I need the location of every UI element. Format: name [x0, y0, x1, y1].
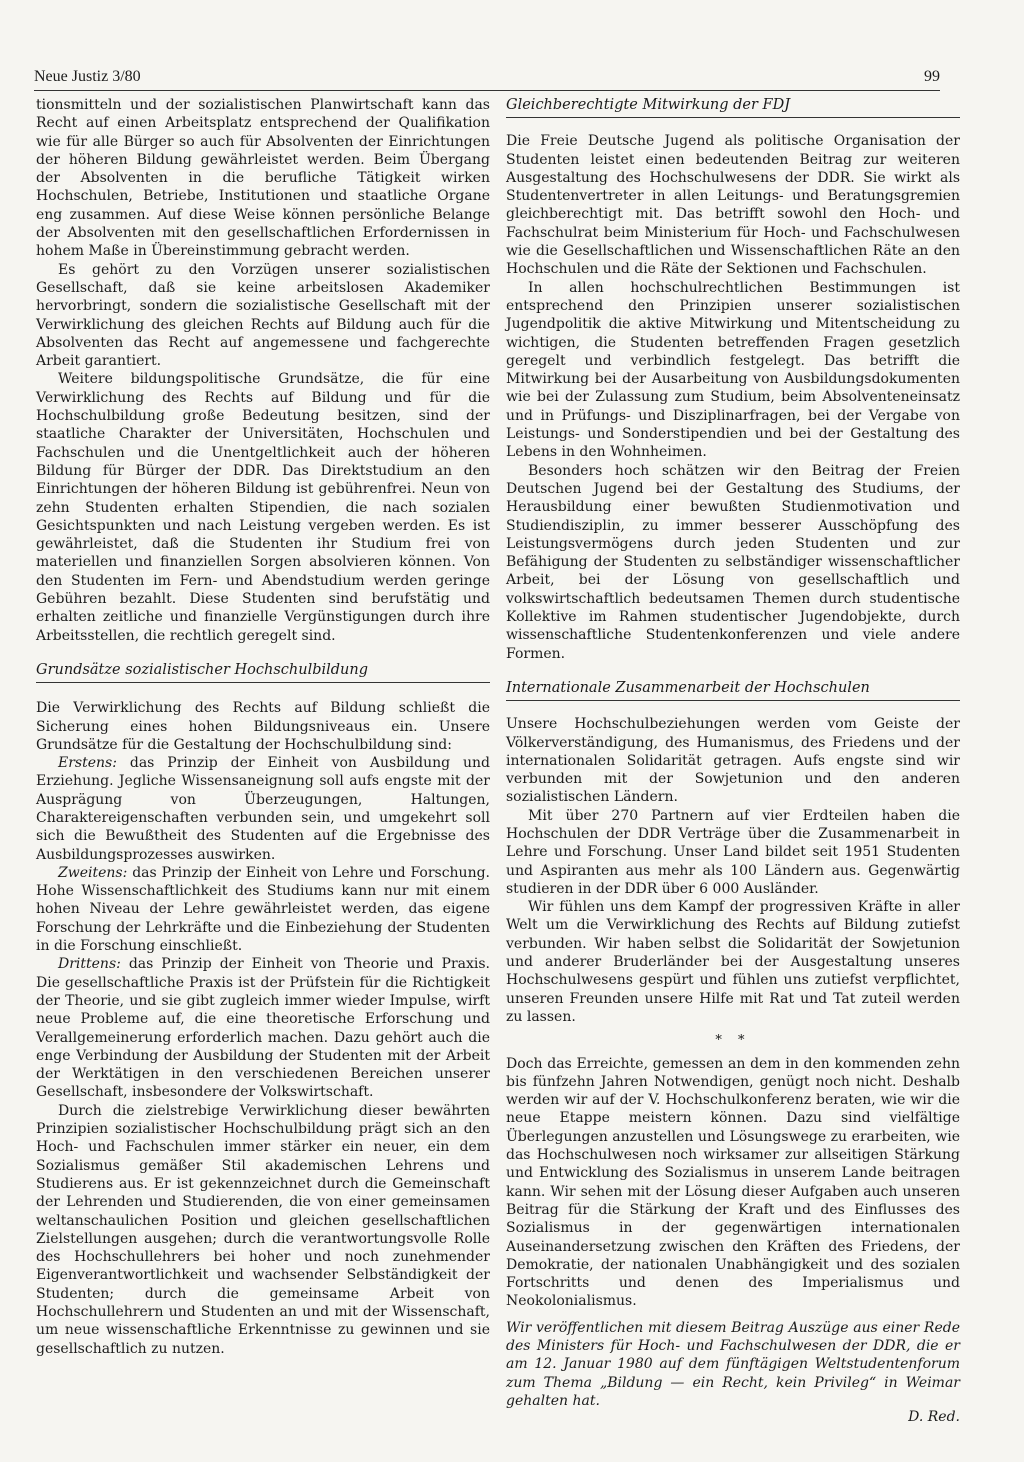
paragraph: Mit über 270 Partnern auf vier Erdteilen haben die Hochschulen der DDR Verträge über die Zusammenarbeit in Lehre und Forschung. Unser Land bildet seit 1951 Studenten und Aspiranten aus mehr als 100 Ländern aus. Gegenwärtig studieren in der DDR über 6 000 Ausländer.	[506, 807, 960, 897]
section-separator: * *	[715, 1033, 751, 1049]
section-heading: Grundsätze sozialistischer Hochschulbildung	[36, 661, 490, 683]
page-header	[34, 66, 940, 91]
journal-issue: Neue Justiz 3/80	[34, 68, 141, 85]
paragraph: Drittens: das Prinzip der Einheit von Theorie und Praxis. Die gesellschaftliche Praxis ist der Prüfstein für die Richtigkeit der Theorie, und sie gibt zugleich immer wieder Impulse, wirft neue Probleme auf, die eine theoretische Erforschung und Verallgemeinerung erforderlich machen. Dazu gehört auch die enge Verbindung der Ausbildung der Studenten mit der Arbeit der Werktätigen in den verschiedenen Bereichen unserer Gesellschaft, insbesondere der Volkswirtschaft.	[36, 956, 490, 1101]
paragraph: Durch die zielstrebige Verwirklichung dieser bewährten Prinzipien sozialistischer Hochschulbildung prägt sich an den Hoch- und Fachschulen immer stärker ein neuer, ein dem Sozialismus gemäßer Stil akademischen Lehrens und Studierens aus. Er ist gekennzeichnet durch die Gemeinschaft der Lehrenden und Studierenden, die von einer gemeinsamen weltanschaulichen Position und gleichen gesellschaftlichen Zielstellungen ausgehen; durch die verantwortungsvolle Rolle des Hochschullehrers bei hoher und noch zunehmender Eigenverantwortlichkeit und wachsender Selbständigkeit der Studenten; durch die gemeinsame Arbeit von Hochschullehrern und Studenten an und mit der Wissenschaft, um neue wissenschaftliche Erkenntnisse zu gewinnen und sie gesellschaftlich zu nutzen.	[36, 1102, 490, 1357]
paragraph: Doch das Erreichte, gemessen an dem in den kommenden zehn bis fünfzehn Jahren Notwendigen, genügt noch nicht. Deshalb werden wir auf der V. Hochschulkonferenz beraten, wie wir die neue Etappe meistern können. Dazu sind vielfältige Überlegungen anzustellen und Lösungswege zu erarbeiten, wie das Hochschulwesen noch wirksamer zur allseitigen Stärkung und Entwicklung des Sozialismus in unserem Lande beitragen kann. Wir sehen mit der Lösung dieser Aufgaben auch unseren Beitrag für die Stärkung der Kraft und des Einflusses des Sozialismus in der gegenwärtigen internationalen Auseinandersetzung zwischen den Kräften des Friedens, der Demokratie, der nationalen Unabhängigkeit und des sozialen Fortschritts und denen des Imperialismus und Neokolonialismus.	[506, 1055, 960, 1310]
paragraph: Weitere bildungspolitische Grundsätze, die für eine Verwirklichung des Rechts auf Bildung und für die Hochschulbildung große Bedeutung besitzen, sind der staatliche Charakter der Universitäten, Hochschulen und Fachschulen und die Unentgeltlichkeit auch der höheren Bildung für Bürger der DDR. Das Direktstudium an den Einrichtungen der höheren Bildung ist gebührenfrei. Neun von zehn Studenten erhalten Stipendien, die nach sozialen Gesichtspunkten und nach Leistung vergeben werden. Es ist gewährleistet, daß die Studenten ihr Studium frei von materiellen und finanziellen Sorgen absolvieren können. Von den Studenten im Fern- und Abendstudium werden geringe Gebühren bezahlt. Diese Studenten sind berufstätig und erhalten zeitliche und finanzielle Vergünstigungen durch ihre Arbeitsstellen, die rechtlich geregelt sind.	[36, 371, 490, 644]
left-column	[36, 96, 490, 1358]
paragraph: Wir fühlen uns dem Kampf der progressiven Kräfte in aller Welt um die Verwirklichung des Rechts auf Bildung zutiefst verbunden. Wir haben selbst die Solidarität der Sowjetunion und anderer Bruderländer bei der Ausgestaltung unseres Hochschulwesens gespürt und fühlen uns zutiefst verpflichtet, unseren Freunden unsere Hilfe mit Rat und Tat zuteil werden zu lassen.	[506, 899, 960, 1025]
paragraph: Es gehört zu den Vorzügen unserer sozialistischen Gesellschaft, daß sie keine arbeitslosen Akademiker hervorbringt, sondern die sozialistische Gesellschaft mit der Verwirklichung des gleichen Rechts auf Bildung auch für die Absolventen das Recht auf angemessene und fachgerechte Arbeit garantiert.	[36, 261, 490, 370]
paragraph: Die Verwirklichung des Rechts auf Bildung schließt die Sicherung eines hohen Bildungsniveaus ein. Unsere Grundsätze für die Gestaltung der Hochschulbildung sind:	[36, 700, 490, 753]
editorial-note: Wir veröffentlichen mit diesem Beitrag Auszüge aus einer Rede des Ministers für Hoch- und Fachschulwesen der DDR, die er am 12. Januar 1980 auf dem fünftägigen Weltstudentenforum zum Thema „Bildung — ein Recht, kein Privileg“ in Weimar gehalten hat.	[506, 1319, 960, 1409]
paragraph: Zweitens: das Prinzip der Einheit von Lehre und Forschung. Hohe Wissenschaftlichkeit des Studiums kann nur mit einem hohen Niveau der Lehre gewährleistet werden, das eigene Forschung der Lehrkräfte und die Einbeziehung der Studenten in die Forschung einschließt.	[36, 864, 490, 955]
paragraph-lead: Zweitens:	[58, 864, 128, 881]
paragraph: In allen hochschulrechtlichen Bestimmungen ist entsprechend den Prinzipien unserer sozialistischen Jugendpolitik die aktive Mitwirkung und Mitentscheidung zu wichtigen, die Studenten betreffenden Fragen gesetzlich geregelt und verbindlich festgelegt. Das betrifft die Mitwirkung bei der Ausarbeitung von Ausbildungsdokumenten wie bei der Zulassung zum Studium, beim Absolventeneinsatz und in Prüfungs- und Disziplinarfragen, bei der Vergabe von Leistungs- und Sonderstipendien und bei der Gestaltung des Lebens in den Wohnheimen.	[506, 279, 960, 461]
paragraph: Erstens: das Prinzip der Einheit von Ausbildung und Erziehung. Jegliche Wissensaneignung soll aufs engste mit der Ausprägung von Überzeugungen, Haltungen, Charaktereigenschaften verbunden sein, und umgekehrt soll sich die Bewußtheit des Studenten auf die Ergebnisse des Ausbildungsprozesses auswirken.	[36, 755, 490, 863]
section-heading: Gleichberechtigte Mitwirkung der FDJ	[506, 96, 960, 118]
section-heading: Internationale Zusammenarbeit der Hochschulen	[506, 679, 960, 701]
paragraph: Besonders hoch schätzen wir den Beitrag der Freien Deutschen Jugend bei der Gestaltung des Studiums, der Herausbildung einer bewußten Studienmotivation und Studiendisziplin, zu immer besserer Ausschöpfung des Leistungsvermögens durch jeden Studenten und zur Befähigung der Studenten zu selbständiger wissenschaftlicher Arbeit, bei der Lösung von gesellschaftlich und volkswirtschaftlich bedeutsamen Themen durch studentische Kollektive im Rahmen studentischer Jugendobjekte, durch wissenschaftliche Studentenkonferenzen und viele andere Formen.	[506, 462, 960, 662]
right-column	[506, 96, 960, 1426]
paragraph-lead: Drittens:	[58, 956, 121, 973]
editorial-signature: D. Red.	[908, 1409, 960, 1426]
page-number: 99	[924, 68, 940, 85]
paragraph: Die Freie Deutsche Jugend als politische Organisation der Studenten leistet einen bedeutenden Beitrag zur weiteren Ausgestaltung des Hochschulwesens der DDR. Sie wirkt als Studentenvertreter in allen Leitungs- und Beratungsgremien gleichberechtigt mit. Das betrifft sowohl den Hoch- und Fachschulrat beim Ministerium für Hoch- und Fachschulwesen wie die Gesellschaftlichen und Wissenschaftlichen Räte an den Hochschulen und die Räte der Sektionen und Fachschulen.	[506, 133, 960, 278]
paragraph: tionsmitteln und der sozialistischen Planwirtschaft kann das Recht auf einen Arbeitsplatz entsprechend der Qualifikation wie für alle Bürger so auch für Absolventen der Einrichtungen der höheren Bildung gewährleistet werden. Beim Übergang der Absolventen in die berufliche Tätigkeit wirken Hochschulen, Betriebe, Institutionen und staatliche Organe eng zusammen. Auf diese Weise können persönliche Belange der Absolventen mit den gesellschaftlichen Erfordernissen in hohem Maße in Übereinstimmung gebracht werden.	[36, 97, 490, 260]
paragraph: Unsere Hochschulbeziehungen werden vom Geiste der Völkerverständigung, des Humanismus, des Friedens und der internationalen Solidarität getragen. Aufs engste sind wir verbunden mit der Sowjetunion und den anderen sozialistischen Ländern.	[506, 716, 960, 806]
paragraph-lead: Erstens:	[58, 755, 117, 772]
